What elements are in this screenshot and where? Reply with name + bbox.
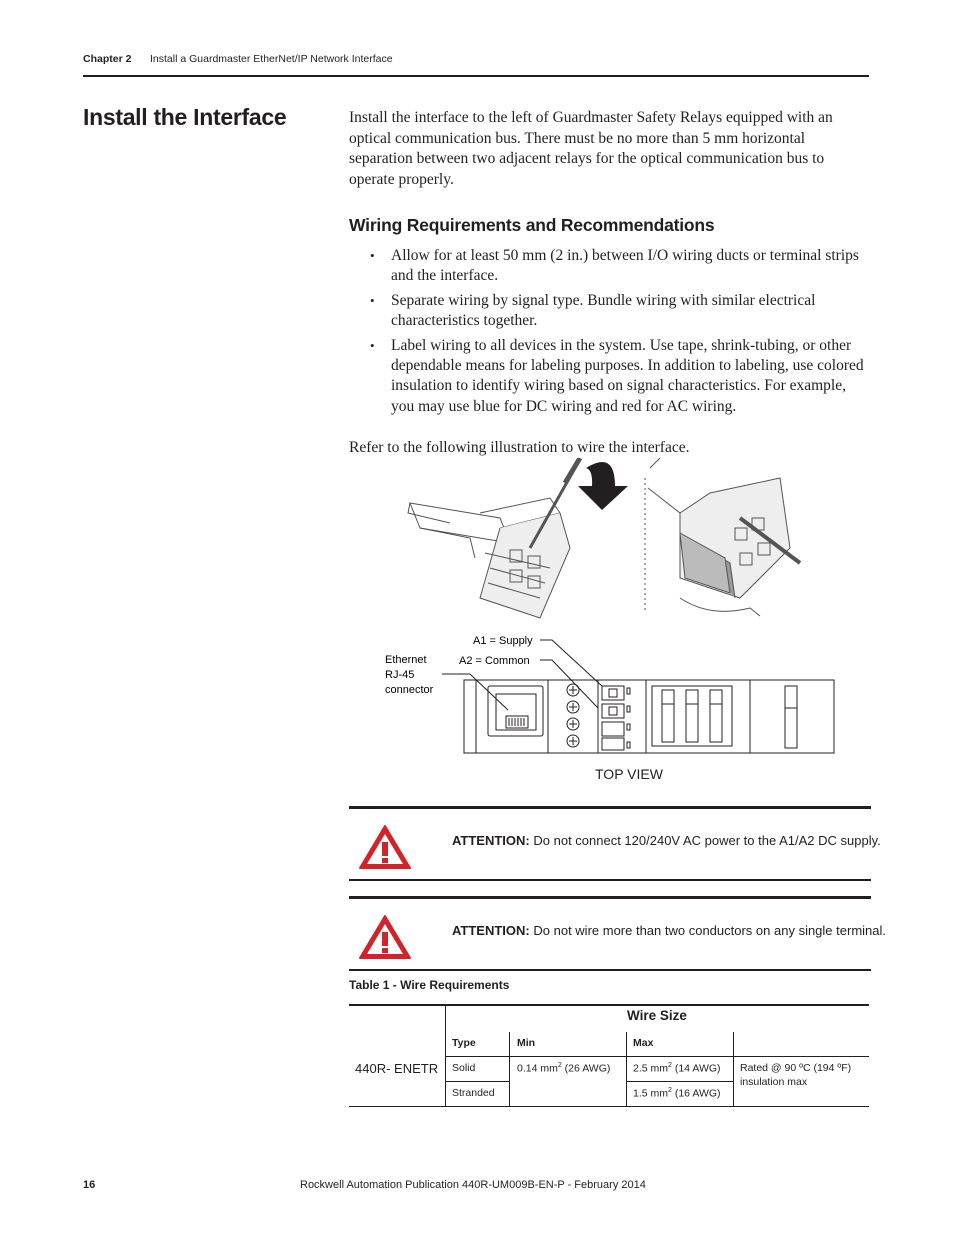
column-header-min: Min (517, 1037, 536, 1049)
attention-text: Do not wire more than two conductors on any single terminal. (533, 923, 886, 938)
refer-text: Refer to the following illustration to wire the interface. (349, 439, 690, 456)
attention-label: ATTENTION: (452, 923, 530, 938)
warning-triangle-icon (357, 823, 413, 871)
wire-size-header: Wire Size (627, 1008, 687, 1023)
intro-paragraph: Install the interface to the left of Guardmaster Safety Relays equipped with an optical communication bus. There must be no more than 5 mm horizontal separation between two adjacent relays for the optical communication bus to operate properly. (349, 109, 833, 188)
attention-box (349, 806, 881, 881)
wiring-subtitle: Wiring Requirements and Recommendations (349, 215, 715, 235)
wiring-illustration (380, 458, 840, 758)
chapter-title: Install a Guardmaster EtherNet/IP Network Interface (150, 53, 393, 65)
chapter-label: Chapter 2 (83, 53, 132, 65)
max-cell-solid: 2.5 $mm^2$ (14 AWG) (633, 1062, 721, 1075)
min-cell: 0.14 $mm^2$ (26 AWG) (517, 1062, 611, 1075)
top-view-diagram (464, 680, 834, 753)
rotate-arrow-icon (578, 462, 628, 510)
page-number: 16 (83, 1179, 96, 1191)
label-ethernet: Ethernet (385, 654, 427, 666)
warning-triangle-icon (357, 913, 413, 961)
label-connector: connector (385, 684, 434, 696)
install-sketch-left (408, 458, 580, 618)
table-caption: Table 1 - Wire Requirements (349, 978, 510, 992)
label-rj45: RJ-45 (385, 669, 415, 681)
wire-requirements-table (349, 1004, 869, 1107)
top-view-label: TOP VIEW (595, 766, 663, 782)
column-header-type: Type (452, 1037, 476, 1049)
wiring-bullet-list (349, 246, 869, 421)
section-title: Install the Interface (83, 104, 287, 130)
label-a2: A2 = Common (459, 655, 530, 667)
publication-info: Rockwell Automation Publication 440R-UM009B-EN-P - February 2014 (300, 1179, 646, 1191)
attention-label: ATTENTION: (452, 833, 530, 848)
header-divider (83, 75, 869, 77)
attention-text: Do not connect 120/240V AC power to the A1/A2 DC supply. (533, 833, 881, 848)
attention-box (349, 896, 886, 971)
rating-note-1: Rated @ 90 ºC (194 ºF) (740, 1062, 852, 1074)
label-a1: A1 = Supply (473, 635, 533, 647)
install-sketch-right (645, 458, 800, 616)
product-cell: 440R- ENETR (355, 1061, 439, 1076)
bullet-item: • Allow for at least 50 mm (2 in.) between I/O wiring ducts or terminal strips and the interface. (349, 246, 869, 286)
column-header-max: Max (633, 1037, 654, 1049)
bullet-item: • Separate wiring by signal type. Bundle wiring with similar electrical characteristics together. (349, 291, 869, 331)
type-cell-stranded: Stranded (452, 1087, 495, 1099)
bullet-item: • Label wiring to all devices in the system. Use tape, shrink-tubing, or other dependable means for labeling purposes. In addition to labeling, use colored insulation to identify wiring based on signal characteristics. For example, you may use blue for DC wiring and red for AC wiring. (349, 336, 869, 417)
max-cell-stranded: 1.5 $mm^2$ (16 AWG) (633, 1087, 721, 1100)
rating-note-2: insulation max (740, 1076, 808, 1088)
type-cell-solid: Solid (452, 1062, 476, 1074)
